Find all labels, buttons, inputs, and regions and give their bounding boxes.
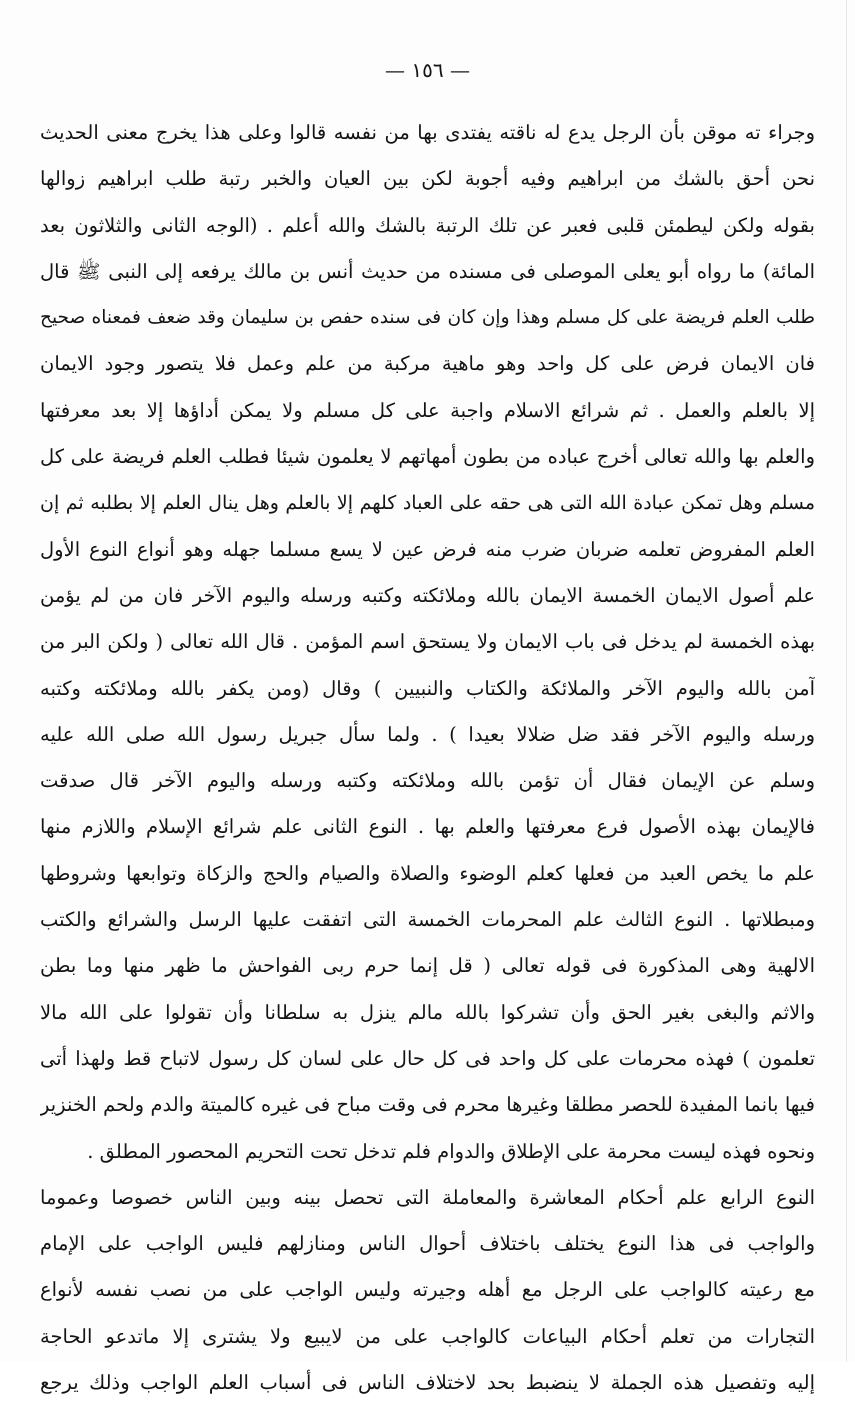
- text-line: بهذه الخمسة لم يدخل فى باب الايمان ولا يستحق اسم المؤمن . قال الله تعالى ( ولكن البر من: [40, 630, 815, 654]
- text-line: مسلم وهل تمكن عبادة الله التى هى حقه على العباد كلهم إلا بالعلم وهل ينال العلم إلا بطلبه ثم إن: [40, 492, 815, 515]
- text-line: فالإيمان بهذه الأصول فرع معرفتها والعلم بها . النوع الثانى علم شرائع الإسلام واللازم منها: [40, 815, 815, 839]
- text-line: ونحوه فهذه ليست محرمة على الإطلاق والدوام فلم تدخل تحت التحريم المحصور المطلق .: [87, 1139, 815, 1163]
- text-line: والاثم والبغى بغير الحق وأن تشركوا بالله مالم ينزل به سلطانا وأن تقولوا على الله مالا: [40, 1000, 815, 1024]
- text-line: ورسله واليوم الآخر فقد ضل ضلالا بعيدا ) . ولما سأل جبريل رسول الله صلى الله عليه: [40, 722, 815, 746]
- text-line: والواجب فى هذا النوع يختلف باختلاف أحوال الناس ومنازلهم فليس الواجب على الإمام: [40, 1232, 815, 1256]
- text-line: والعلم بها والله تعالى أخرج عباده من بطون أمهاتهم لا يعلمون شيئا فطلب العلم فريضة على كل: [40, 445, 815, 469]
- text-line: النوع الرابع علم أحكام المعاشرة والمعاملة التى تحصل بينه وبين الناس خصوصا وعموما: [40, 1185, 815, 1209]
- text-line: المائة) ما رواه أبو يعلى الموصلى فى مسنده من حديث أنس بن مالك يرفعه إلى النبى ﷺ قال: [40, 259, 815, 283]
- text-line: علم أصول الايمان الخمسة الايمان بالله وملائكته وكتبه ورسله واليوم الآخر فان من لم يؤمن: [40, 583, 815, 607]
- page-edge-mark: [846, 0, 847, 1362]
- text-line: طلب العلم فريضة على كل مسلم وهذا وإن كان فى سنده حفص بن سليمان وقد ضعف فمعناه صحيح: [40, 307, 815, 329]
- text-line: مع رعيته كالواجب على الرجل مع أهله وجيرته وليس الواجب على من نصب نفسه لأنواع: [40, 1278, 815, 1302]
- text-line: إليه وتفصيل هذه الجملة لا ينضبط بحد لاختلاف الناس فى أسباب العلم الواجب وذلك يرجع: [40, 1371, 815, 1395]
- text-line: وجراء ته موقن بأن الرجل يدع له ناقته يفتدى بها من نفسه قالوا وعلى هذا يخرج معنى الحديث: [40, 121, 815, 144]
- text-line: تعلمون ) فهذه محرمات على كل واحد فى كل حال على لسان كل رسول لاتباح قط ولهذا أتى: [40, 1046, 815, 1070]
- text-line: التجارات من تعلم أحكام البياعات كالواجب على من لايبيع ولا يشترى إلا ماتدعو الحاجة: [40, 1324, 815, 1348]
- text-line: وسلم عن الإيمان فقال أن تؤمن بالله وملائكته وكتبه ورسله واليوم الآخر قال صدقت: [40, 769, 815, 793]
- text-line: العلم المفروض تعلمه ضربان ضرب منه فرض عين لا يسع مسلما جهله وهو أنواع النوع الأول: [40, 537, 815, 561]
- text-line: ومبطلاتها . النوع الثالث علم المحرمات الخمسة التى اتفقت عليها الرسل والشرائع والكتب: [40, 908, 815, 932]
- text-line: الالهية وهى المذكورة فى قوله تعالى ( قل إنما حرم ربى الفواحش ما ظهر منها وما بطن: [40, 954, 815, 978]
- page-number: — ١٥٦ —: [385, 58, 470, 82]
- text-line: إلا بالعلم والعمل . ثم شرائع الاسلام واجبة على كل مسلم ولا يمكن أداؤها إلا بعد معرفتها: [40, 398, 815, 422]
- text-line: آمن بالله واليوم الآخر والملائكة والكتاب والنبيين ) وقال (ومن يكفر بالله وملائكته وكتبه: [40, 676, 815, 700]
- text-line: فان الايمان فرض على كل واحد وهو ماهية مركبة من علم وعمل فلا يتصور وجود الايمان: [40, 352, 815, 376]
- body-text: [40, 110, 815, 1406]
- text-line: بقوله ولكن ليطمئن قلبى فعبر عن تلك الرتبة بالشك والله أعلم . (الوجه الثانى والثلاثون بعد: [40, 213, 815, 237]
- text-line: نحن أحق بالشك من ابراهيم وفيه أجوبة لكن بين العيان والخبر رتبة طلب ابراهيم زوالها: [40, 167, 815, 191]
- text-line: فيها بانما المفيدة للحصر مطلقا وغيرها محرم فى وقت مباح فى غيره كالميتة والدم ولحم الخنزير: [40, 1093, 815, 1117]
- text-line: علم ما يخص العبد من فعلها كعلم الوضوء والصلاة والصيام والحج والزكاة وتوابعها وشروطها: [40, 861, 815, 885]
